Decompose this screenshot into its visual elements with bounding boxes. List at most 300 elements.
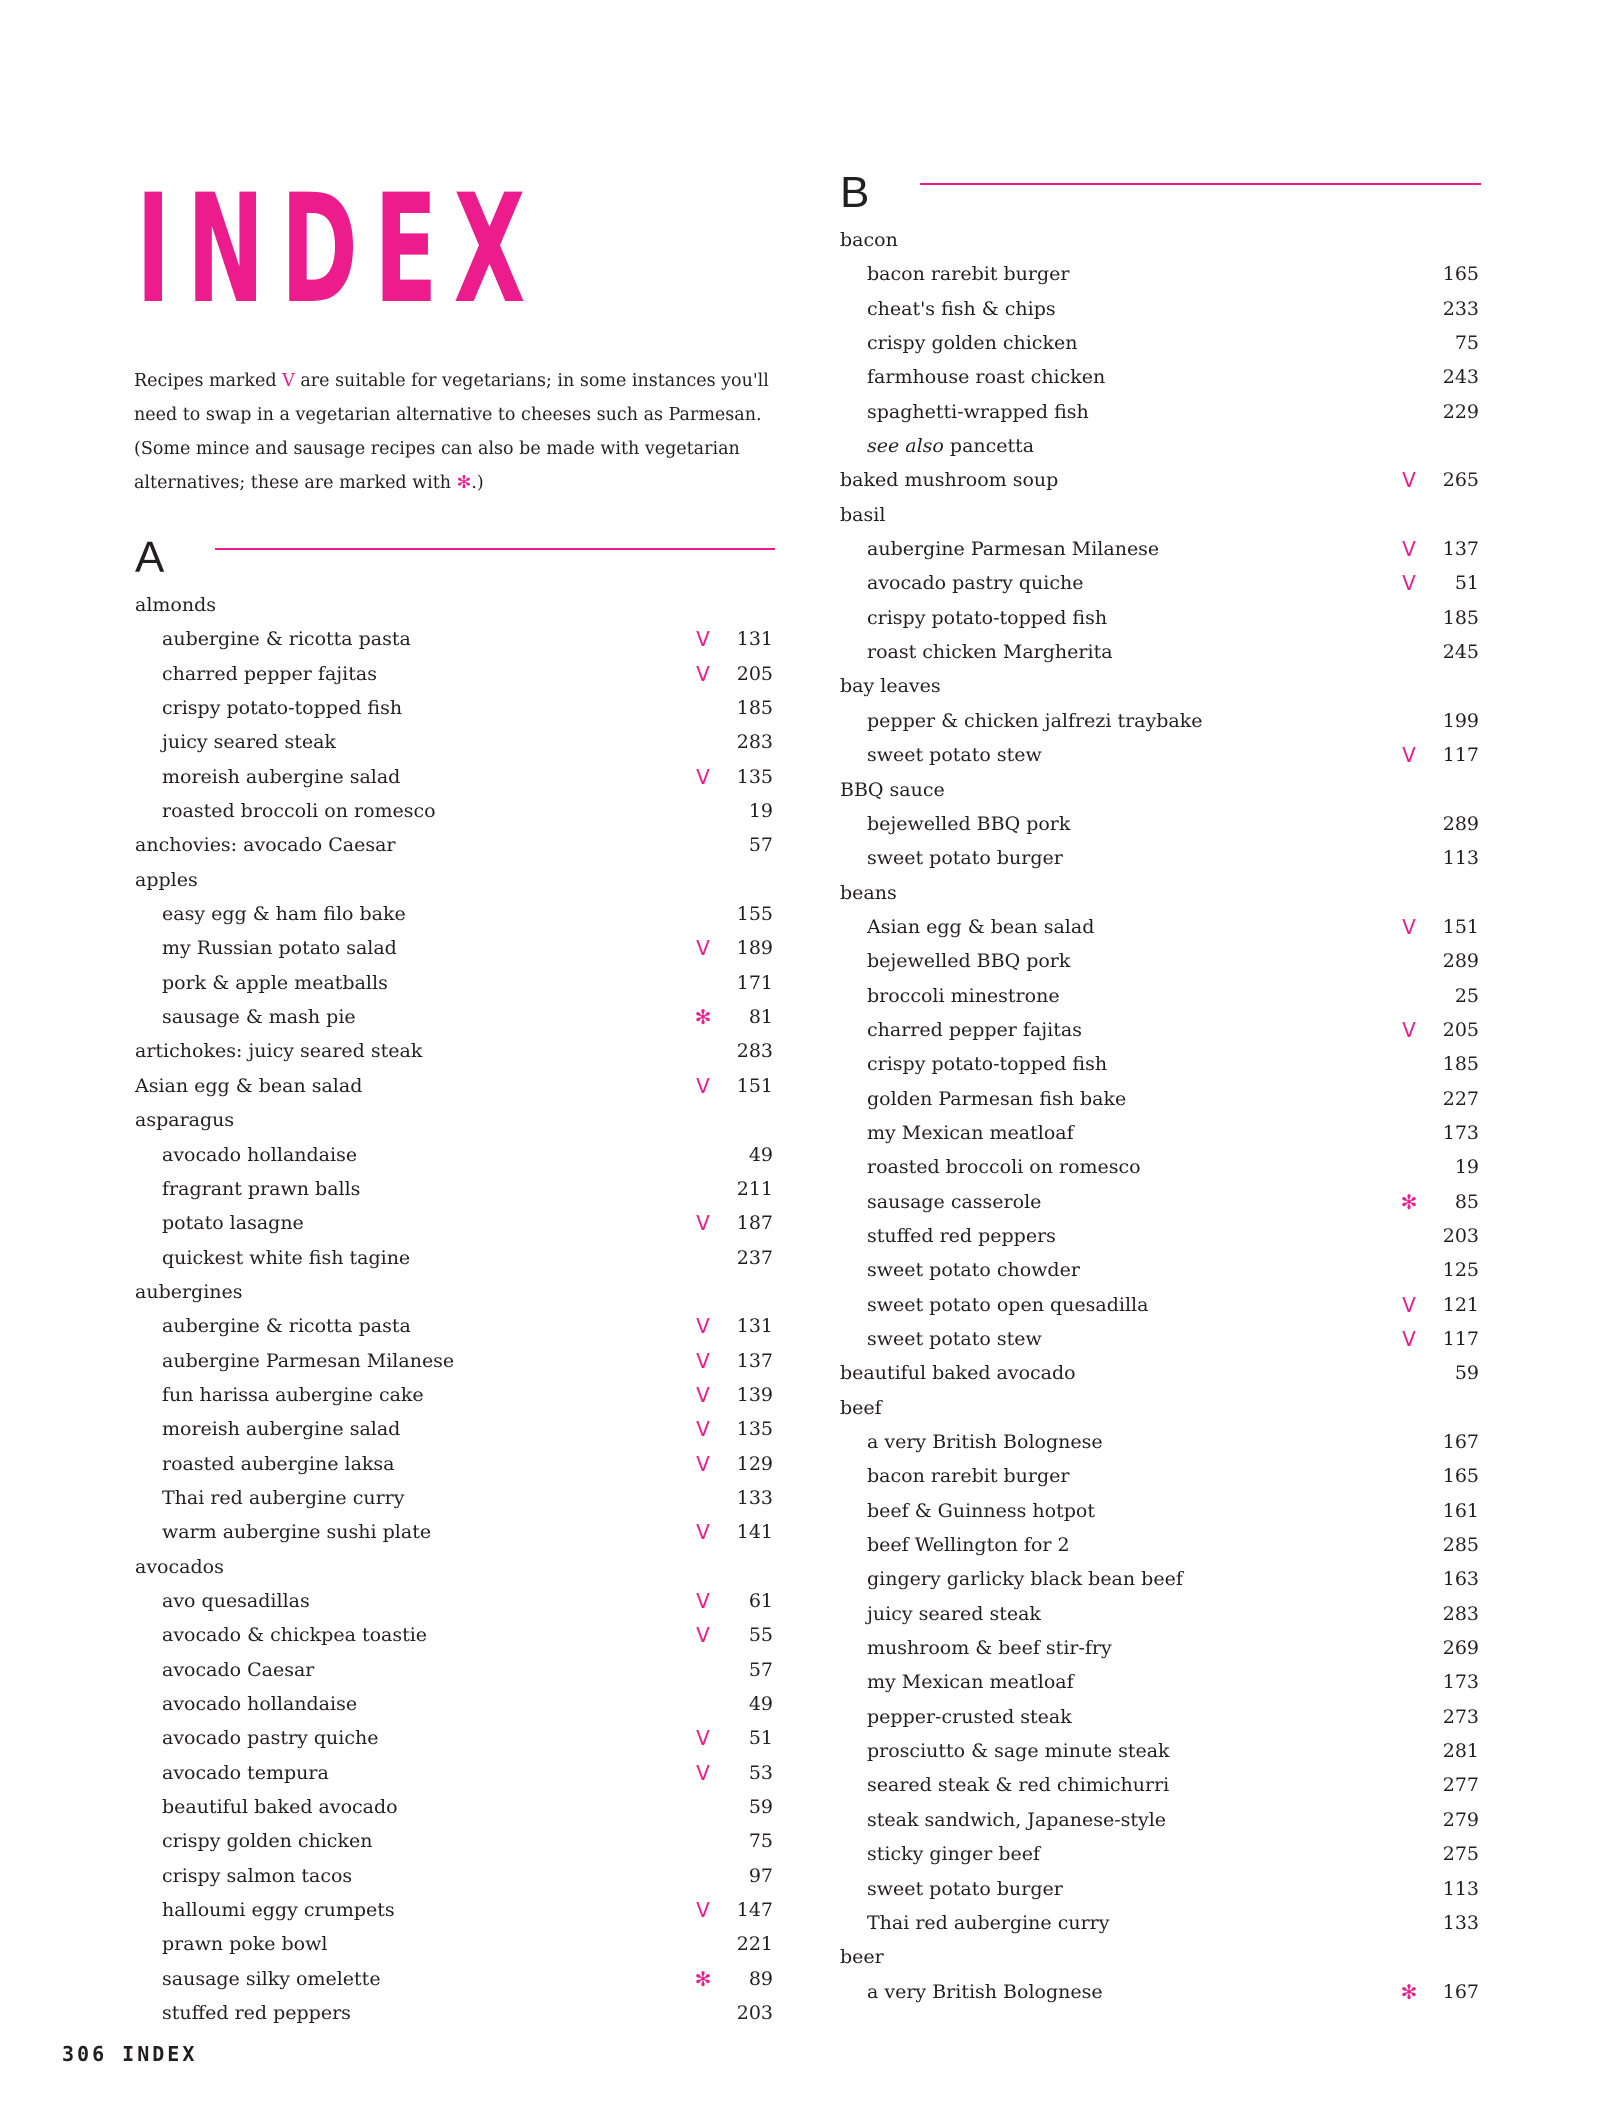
index-subentry (840, 292, 1481, 326)
index-subentry (840, 1975, 1481, 2009)
page-ref: 277 (1442, 1774, 1479, 1797)
page-ref: 57 (748, 834, 773, 857)
entry-text: moreish aubergine salad (162, 765, 401, 788)
index-subentry (840, 1219, 1481, 1253)
vegetarian-mark-icon: V (696, 1726, 710, 1751)
page-ref: 189 (736, 937, 773, 960)
entry-text: beer (840, 1946, 884, 1969)
entry-text: golden Parmesan fish bake (867, 1087, 1127, 1110)
index-entry (135, 1103, 775, 1137)
entry-text: aubergine Parmesan Milanese (162, 1349, 455, 1372)
page-ref: 133 (1442, 1911, 1479, 1934)
index-subentry (135, 966, 775, 1000)
page-ref: 59 (1454, 1362, 1479, 1385)
page-ref: 173 (1442, 1121, 1479, 1144)
index-subentry (840, 1665, 1481, 1699)
page-ref: 51 (748, 1727, 773, 1750)
index-subentry (135, 1000, 775, 1034)
index-subentry (840, 429, 1481, 463)
page-ref: 269 (1442, 1637, 1479, 1660)
index-subentry (840, 395, 1481, 429)
entry-text: juicy seared steak (162, 731, 336, 754)
page-ref: 221 (736, 1933, 773, 1956)
index-subentry (135, 1721, 775, 1755)
entry-text: pepper-crusted steak (867, 1705, 1072, 1728)
page-ref: 113 (1442, 1877, 1479, 1900)
entry-text: my Russian potato salad (162, 937, 397, 960)
page-ref: 89 (748, 1967, 773, 1990)
page-ref: 171 (736, 971, 773, 994)
index-subentry (840, 1631, 1481, 1665)
index-entry (135, 588, 775, 622)
page-ref: 173 (1442, 1671, 1479, 1694)
entry-text: crispy potato-topped fish (162, 697, 403, 720)
index-subentry (135, 1241, 775, 1275)
entry-text: seared steak & red chimichurri (867, 1774, 1170, 1797)
page-ref: 185 (1442, 1053, 1479, 1076)
index-subentry (135, 1172, 775, 1206)
index-entry (840, 1391, 1481, 1425)
entry-text: fragrant prawn balls (162, 1177, 361, 1200)
index-subentry (135, 1927, 775, 1961)
entry-text: quickest white fish tagine (162, 1246, 411, 1269)
vegetarian-mark-icon: V (696, 1073, 710, 1098)
entry-text: crispy golden chicken (867, 332, 1078, 355)
index-subentry (135, 1344, 775, 1378)
index-entry (840, 876, 1481, 910)
index-subentry (840, 979, 1481, 1013)
page-ref: 133 (736, 1486, 773, 1509)
entry-text: avocado Caesar (162, 1658, 315, 1681)
page-ref: 283 (736, 1040, 773, 1063)
page-ref: 61 (748, 1589, 773, 1612)
index-subentry (840, 1803, 1481, 1837)
index-subentry (135, 1412, 775, 1446)
index-subentry (135, 1790, 775, 1824)
index-entry (135, 1034, 775, 1068)
page-ref: 281 (1442, 1740, 1479, 1763)
page-ref: 129 (736, 1452, 773, 1475)
page-ref: 187 (736, 1212, 773, 1235)
page-ref: 81 (748, 1006, 773, 1029)
entry-text: basil (840, 503, 886, 526)
entry-text: avocado hollandaise (162, 1143, 358, 1166)
entry-text: Asian egg & bean salad (135, 1074, 363, 1097)
page-ref: 137 (736, 1349, 773, 1372)
index-subentry (135, 931, 775, 965)
vegetarian-mark-icon: V (696, 1314, 710, 1339)
index-subentry (135, 1859, 775, 1893)
index-subentry (840, 566, 1481, 600)
index-subentry (840, 1116, 1481, 1150)
asterisk-mark-icon: ✻ (456, 473, 472, 493)
page-ref: 203 (736, 2002, 773, 2025)
entry-text: avocado hollandaise (162, 1693, 358, 1715)
page-ref: 49 (748, 1143, 773, 1166)
page-ref: 25 (1454, 984, 1479, 1007)
index-subentry (840, 1425, 1481, 1459)
index-subentry (840, 360, 1481, 394)
entry-text: asparagus (135, 1109, 235, 1132)
index-subentry (840, 1082, 1481, 1116)
entry-text: Thai red aubergine curry (867, 1911, 1110, 1934)
entry-text: baked mushroom soup (840, 469, 1059, 492)
index-subentry (840, 1253, 1481, 1287)
page-ref: 237 (736, 1246, 773, 1269)
entry-text: potato lasagne (162, 1212, 304, 1235)
page-ref: 167 (1442, 1431, 1479, 1454)
page-ref: 55 (748, 1624, 773, 1647)
page-ref: 137 (1442, 538, 1479, 561)
index-subentry (840, 326, 1481, 360)
vegetarian-mark-icon: V (696, 1417, 710, 1442)
entry-text: sweet potato stew (867, 744, 1042, 767)
index-subentry (840, 1734, 1481, 1768)
entry-text: aubergine Parmesan Milanese (867, 538, 1160, 561)
entry-text: sweet potato open quesadilla (867, 1293, 1149, 1316)
entry-text: roasted broccoli on romesco (867, 1156, 1141, 1179)
asterisk-mark-icon: ✻ (1400, 1979, 1418, 2004)
vegetarian-mark-icon: V (696, 627, 710, 652)
index-entry (840, 463, 1481, 497)
entry-text: crispy golden chicken (162, 1830, 373, 1853)
index-entry (135, 863, 775, 897)
divider (920, 183, 1481, 185)
entry-text: sweet potato burger (867, 1877, 1063, 1900)
index-subentry (840, 257, 1481, 291)
index-subentry (840, 1322, 1481, 1356)
index-subentry (135, 725, 775, 759)
page-ref: 167 (1442, 1980, 1479, 2003)
index-subentry (840, 1459, 1481, 1493)
page-ref: 229 (1442, 400, 1479, 423)
page-ref: 121 (1442, 1293, 1479, 1316)
index-column-b (840, 163, 1481, 2009)
entry-text: roast chicken Margherita (867, 641, 1113, 664)
page-ref: 275 (1442, 1843, 1479, 1866)
vegetarian-mark-icon: V (696, 1588, 710, 1613)
page-ref: 205 (1442, 1018, 1479, 1041)
index-subentry (840, 635, 1481, 669)
entry-text: moreish aubergine salad (162, 1418, 401, 1441)
entry-text: roasted aubergine laksa (162, 1452, 395, 1475)
page-ref: 117 (1442, 1328, 1479, 1350)
entry-text: gingery garlicky black bean beef (867, 1568, 1183, 1591)
index-entry (135, 1069, 775, 1103)
page-ref: 151 (736, 1074, 773, 1097)
index-column-a (135, 528, 775, 2030)
page-ref: 283 (1442, 1602, 1479, 1625)
section-header (135, 528, 775, 588)
index-subentry (135, 1138, 775, 1172)
intro-line: (Some mince and sausage recipes can also be made with vegetarian (134, 439, 740, 459)
entry-text: BBQ sauce (840, 778, 945, 801)
index-subentry (840, 1185, 1481, 1219)
index-entry (135, 828, 775, 862)
entry-text: avocado & chickpea toastie (162, 1624, 428, 1647)
entry-text: prawn poke bowl (162, 1933, 328, 1956)
entry-text: steak sandwich, Japanese-style (867, 1808, 1167, 1831)
page-ref: 285 (1442, 1534, 1479, 1557)
entry-text: avocado tempura (162, 1761, 329, 1784)
page-ref: 283 (736, 731, 773, 754)
index-subentry (135, 1653, 775, 1687)
entry-text: sticky ginger beef (867, 1843, 1041, 1866)
index-subentry (840, 704, 1481, 738)
entry-text: warm aubergine sushi plate (162, 1521, 432, 1544)
page-number: 306 (62, 2042, 108, 2066)
entry-text: my Mexican meatloaf (867, 1671, 1074, 1694)
index-subentry (135, 1893, 775, 1927)
entry-text: mushroom & beef stir-fry (867, 1637, 1112, 1660)
page-ref: 203 (1442, 1224, 1479, 1247)
index-subentry (135, 1447, 775, 1481)
index-subentry (135, 794, 775, 828)
vegetarian-mark-icon: V (1402, 1292, 1416, 1317)
vegetarian-mark-icon: V (1402, 571, 1416, 596)
entry-text: pepper & chicken jalfrezi traybake (867, 709, 1203, 732)
index-subentry (135, 1481, 775, 1515)
index-subentry (840, 1837, 1481, 1871)
index-entry (840, 498, 1481, 532)
entry-text: sweet potato burger (867, 847, 1063, 870)
intro-line: need to swap in a vegetarian alternative to cheeses such as Parmesan. (134, 405, 762, 425)
index-entry (135, 1550, 775, 1584)
entry-text: my Mexican meatloaf (867, 1121, 1074, 1144)
index-subentry (840, 1597, 1481, 1631)
entry-text: sweet potato chowder (867, 1259, 1080, 1282)
index-subentry (840, 1047, 1481, 1081)
entry-text: charred pepper fajitas (867, 1018, 1082, 1041)
entry-text: juicy seared steak (867, 1602, 1041, 1625)
entry-text: stuffed red peppers (162, 2002, 351, 2025)
page-ref: 75 (748, 1830, 773, 1853)
page-footer (62, 2042, 197, 2066)
entry-text: bacon rarebit burger (867, 263, 1070, 286)
entry-text: Asian egg & bean salad (867, 915, 1095, 938)
page-ref: 243 (1442, 366, 1479, 389)
vegetarian-mark-icon: V (696, 1623, 710, 1648)
index-subentry (840, 1872, 1481, 1906)
vegetarian-mark-icon: V (696, 1898, 710, 1923)
entry-text: sweet potato stew (867, 1328, 1042, 1350)
page-ref: 19 (748, 800, 773, 823)
page-ref: 59 (748, 1796, 773, 1819)
section-letter: A (135, 533, 165, 582)
entry-text: see also pancetta (867, 435, 1035, 458)
divider (215, 548, 775, 550)
page-ref: 131 (736, 1315, 773, 1338)
entry-text: pork & apple meatballs (162, 971, 388, 994)
page-ref: 117 (1442, 744, 1479, 767)
entry-text: beans (840, 881, 897, 904)
entry-text: beautiful baked avocado (840, 1362, 1076, 1385)
page-ref: 165 (1442, 263, 1479, 286)
entry-text: broccoli minestrone (867, 984, 1060, 1007)
entry-text: aubergine & ricotta pasta (162, 1315, 411, 1338)
index-subentry (840, 532, 1481, 566)
entry-text: a very British Bolognese (867, 1431, 1103, 1454)
index-subentry (135, 1756, 775, 1790)
page-ref: 141 (736, 1521, 773, 1544)
index-subentry (135, 897, 775, 931)
page-ref: 233 (1442, 297, 1479, 320)
index-subentry (840, 1150, 1481, 1184)
index-subentry (840, 1700, 1481, 1734)
vegetarian-mark-icon: V (1402, 468, 1416, 493)
entry-text: farmhouse roast chicken (867, 366, 1106, 389)
page-ref: 97 (748, 1864, 773, 1887)
entry-text: crispy salmon tacos (162, 1864, 353, 1887)
entry-text: beef (840, 1396, 882, 1419)
footer-label: INDEX (122, 2042, 198, 2066)
index-subentry (840, 601, 1481, 635)
index-subentry (840, 1562, 1481, 1596)
intro-text (134, 364, 784, 500)
vegetarian-mark-icon: V (1402, 914, 1416, 939)
entry-text: bacon (840, 229, 898, 251)
entry-text: sausage casserole (867, 1190, 1042, 1213)
index-subentry (840, 1494, 1481, 1528)
entry-text: bejewelled BBQ pork (867, 950, 1071, 973)
page-ref: 147 (736, 1899, 773, 1922)
index-subentry (840, 1528, 1481, 1562)
entry-text: avocado pastry quiche (162, 1727, 379, 1750)
index-subentry (840, 1906, 1481, 1940)
entry-text: bacon rarebit burger (867, 1465, 1070, 1488)
page-ref: 165 (1442, 1465, 1479, 1488)
page-ref: 75 (1454, 332, 1479, 355)
entry-text: a very British Bolognese (867, 1980, 1103, 2003)
entry-text: fun harissa aubergine cake (162, 1383, 424, 1406)
index-subentry (840, 738, 1481, 772)
entry-text: avocados (135, 1555, 224, 1578)
vegetarian-mark-icon: V (1402, 1327, 1416, 1351)
index-subentry (840, 1013, 1481, 1047)
page-ref: 227 (1442, 1087, 1479, 1110)
index-entry (840, 1940, 1481, 1974)
section-letter: B (840, 168, 870, 217)
index-subentry (135, 1584, 775, 1618)
index-subentry (135, 1687, 775, 1721)
index-subentry (135, 1618, 775, 1652)
index-entry (840, 1356, 1481, 1390)
page-ref: 131 (736, 628, 773, 651)
page-ref: 155 (736, 903, 773, 926)
vegetarian-mark-icon: V (696, 1760, 710, 1785)
vegetarian-mark-icon: V (1402, 743, 1416, 768)
index-subentry (840, 1768, 1481, 1802)
index-subentry (135, 1824, 775, 1858)
index-subentry (135, 622, 775, 656)
index-subentry (135, 1515, 775, 1549)
index-entry (840, 773, 1481, 807)
entry-text: beef & Guinness hotpot (867, 1499, 1095, 1522)
entry-text: spaghetti-wrapped fish (867, 400, 1089, 423)
page-ref: 125 (1442, 1259, 1479, 1282)
index-subentry (840, 807, 1481, 841)
entry-text: prosciutto & sage minute steak (867, 1740, 1170, 1763)
page-title: INDEX (136, 163, 542, 337)
vegetarian-mark-icon: V (696, 1382, 710, 1407)
intro-line: Recipes marked V are suitable for vegetarians; in some instances you'll (134, 371, 769, 391)
page-ref: 185 (736, 697, 773, 720)
index-subentry (840, 1288, 1481, 1322)
entry-text: sausage silky omelette (162, 1967, 381, 1990)
entry-text: apples (135, 868, 198, 891)
entry-text: avo quesadillas (162, 1589, 310, 1612)
entry-text: anchovies: avocado Caesar (135, 834, 396, 857)
index-subentry (840, 841, 1481, 875)
index-subentry (135, 1962, 775, 1996)
page-ref: 265 (1442, 469, 1479, 492)
entry-text: aubergines (135, 1280, 243, 1303)
page-ref: 19 (1454, 1156, 1479, 1179)
vegetarian-mark-icon: V (696, 661, 710, 686)
page-ref: 49 (748, 1693, 773, 1715)
asterisk-mark-icon: ✻ (694, 1005, 712, 1030)
page-ref: 85 (1454, 1190, 1479, 1213)
entry-text: Thai red aubergine curry (162, 1486, 405, 1509)
index-subentry (135, 760, 775, 794)
page-ref: 51 (1454, 572, 1479, 595)
index-entry (135, 1275, 775, 1309)
page-ref: 279 (1442, 1808, 1479, 1831)
entry-text: sausage & mash pie (162, 1006, 356, 1029)
vegetarian-mark-icon: V (696, 936, 710, 961)
entry-text: aubergine & ricotta pasta (162, 628, 411, 651)
entry-text: avocado pastry quiche (867, 572, 1084, 595)
page-ref: 211 (736, 1177, 773, 1200)
page-ref: 245 (1442, 641, 1479, 664)
entry-text: charred pepper fajitas (162, 662, 377, 685)
index-subentry (135, 691, 775, 725)
entry-text: almonds (135, 594, 217, 616)
page-ref: 163 (1442, 1568, 1479, 1591)
asterisk-mark-icon: ✻ (694, 1966, 712, 1991)
entry-text: crispy potato-topped fish (867, 1053, 1108, 1076)
entry-text: bay leaves (840, 675, 941, 698)
index-subentry (135, 657, 775, 691)
intro-line: alternatives; these are marked with ✻.) (134, 473, 484, 493)
index-subentry (135, 1206, 775, 1240)
vegetarian-mark-icon: V (696, 764, 710, 789)
page-ref: 185 (1442, 606, 1479, 629)
vegetarian-mark-icon: V (696, 1348, 710, 1373)
page-ref: 139 (736, 1383, 773, 1406)
entry-text: easy egg & ham filo bake (162, 903, 406, 926)
vegetarian-mark-icon: V (282, 371, 295, 391)
page-ref: 289 (1442, 950, 1479, 973)
entry-text: artichokes: juicy seared steak (135, 1040, 423, 1063)
entry-text: cheat's fish & chips (867, 297, 1056, 320)
index-subentry (135, 1378, 775, 1412)
entry-text: stuffed red peppers (867, 1224, 1056, 1247)
section-header (840, 163, 1481, 223)
page-ref: 135 (736, 1418, 773, 1441)
index-subentry (840, 910, 1481, 944)
entry-text: bejewelled BBQ pork (867, 812, 1071, 835)
page-ref: 199 (1442, 709, 1479, 732)
index-entry (840, 223, 1481, 257)
page-ref: 135 (736, 765, 773, 788)
vegetarian-mark-icon: V (696, 1520, 710, 1545)
page-ref: 53 (748, 1761, 773, 1784)
index-subentry (840, 944, 1481, 978)
entry-text: halloumi eggy crumpets (162, 1899, 395, 1922)
page-ref: 151 (1442, 915, 1479, 938)
asterisk-mark-icon: ✻ (1400, 1189, 1418, 1214)
